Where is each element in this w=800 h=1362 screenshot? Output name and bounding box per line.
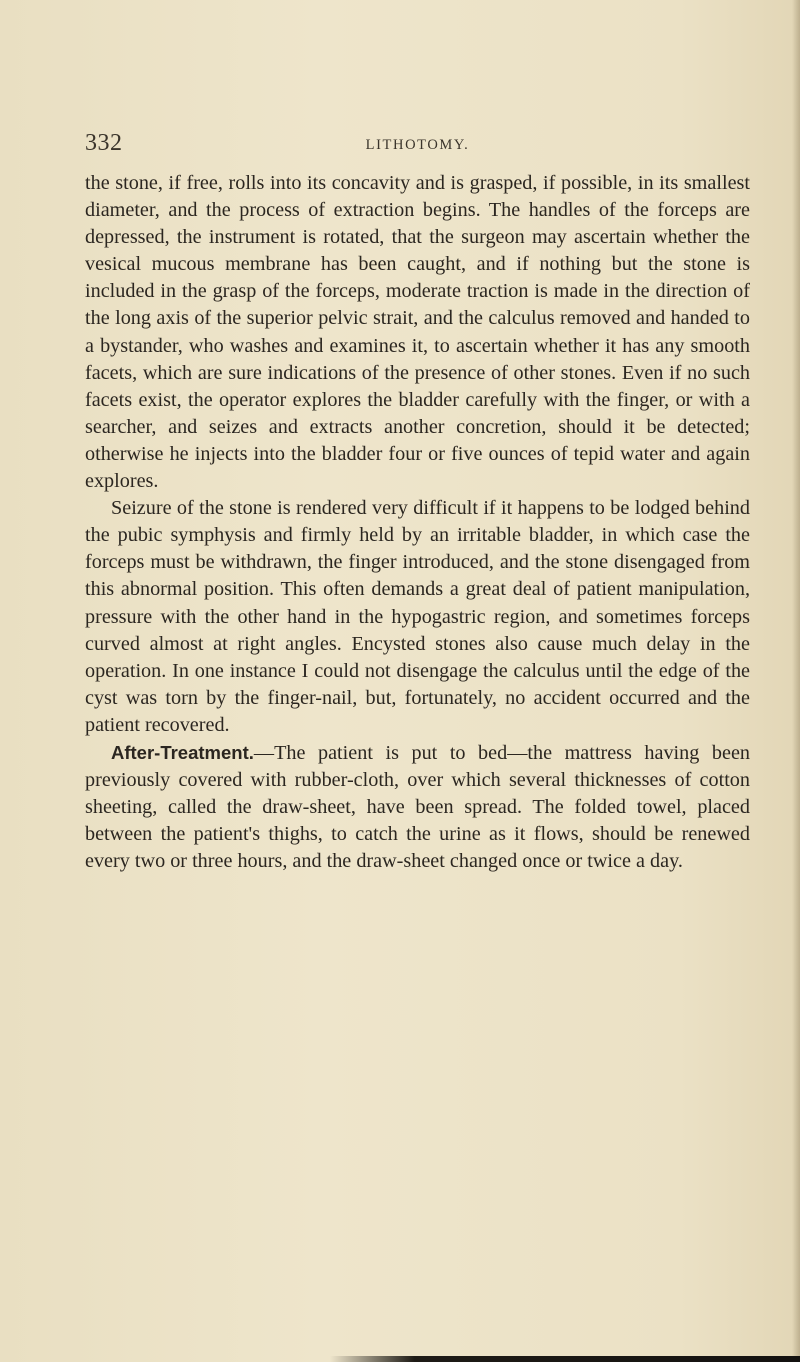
- paragraph-seizure: Seizure of the stone is rendered very difficult if it happens to be lodged behind the pubic symphysis and firmly held by an irritable bladder, in which case the forceps must be withdrawn, the finger introduced, and the stone disengaged from this abnormal position. This often demands a great deal of patient manipulation, pressure with the other hand in the hypogastric region, and sometimes forceps curved almost at right angles. Encysted stones also cause much delay in the operation. In one instance I could not disengage the calculus until the edge of the cyst was torn by the finger-nail, but, fortunately, no accident occurred and the patient recovered.: [85, 497, 750, 736]
- bottom-edge-shadow: [330, 1356, 800, 1362]
- after-treatment-text: —The patient is put to bed—the mattress having been previously covered with rubber-cloth, over which several thicknesses of cotton sheeting, called the draw-sheet, have been spread. The folded towel, placed between the patient's thighs, to catch the urine as it flows, should be renewed every two or three hours, and the draw-sheet changed once or twice a day.: [85, 741, 750, 873]
- running-head: LITHOTOMY.: [365, 137, 470, 153]
- section-title: After-Treatment.: [111, 741, 254, 763]
- page-number: 332: [85, 130, 123, 156]
- page-header: [85, 130, 750, 164]
- body-text: [85, 170, 750, 875]
- paragraph-continuation: the stone, if free, rolls into its concavity and is grasped, if possible, in its smallest diameter, and the process of extraction begins. The handles of the forceps are depressed, the instrument is rotated, that the surgeon may ascertain whether the vesical mucous membrane has been caught, and if nothing but the stone is included in the grasp of the forceps, moderate traction is made in the direction of the long axis of the superior pelvic strait, and the calculus removed and handed to a bystander, who washes and examines it, to ascertain whether it has any smooth facets, which are sure indications of the presence of other stones. Even if no such facets exist, the operator explores the bladder carefully with the finger, or with a searcher, and seizes and extracts another concretion, should it be detected; otherwise he injects into the bladder four or five ounces of tepid water and again explores.: [85, 172, 750, 493]
- page-edge-shadow: [792, 0, 800, 1362]
- paragraph-after-treatment: [85, 739, 750, 875]
